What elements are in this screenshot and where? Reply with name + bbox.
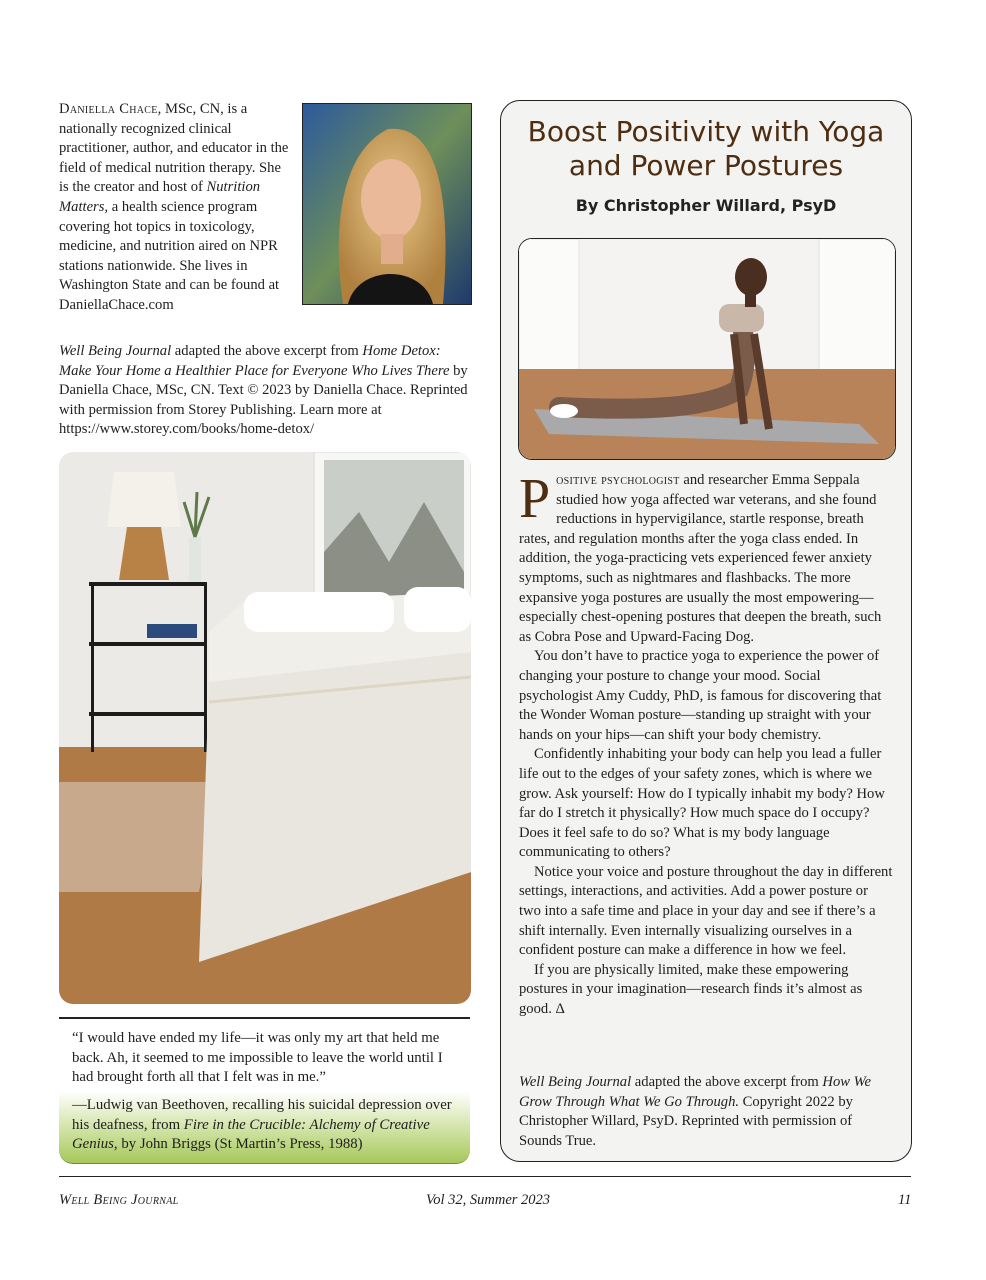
article-title: Boost Positivity with Yoga and Power Postures bbox=[527, 115, 885, 182]
quote-text: “I would have ended my life—it was only my art that held me back. Ah, it seemed to me impossible to leave the world until I had brought forth all that I felt was in me.” bbox=[72, 1030, 443, 1085]
journal-name: Well Being Journal bbox=[519, 1074, 632, 1090]
author-name: Daniella Chace bbox=[59, 101, 158, 117]
quote-attribution bbox=[72, 1096, 464, 1155]
show-title: Nutrition Matters, bbox=[59, 179, 261, 215]
attribution-text: , by John Briggs (St Martin’s Press, 1988) bbox=[113, 1136, 363, 1152]
footer-issue: Vol 32, Summer 2023 bbox=[426, 1192, 551, 1208]
article-paragraph: If you are physically limited, make these empowering postures in your imagination—research finds it’s almost as good. Δ bbox=[519, 961, 863, 1018]
credit-text: Copyright 2022 by Christopher Willard, PsyD. Reprinted with permission of Sounds True. bbox=[519, 1093, 853, 1149]
journal-name: Well Being Journal bbox=[59, 343, 172, 359]
author-bio bbox=[59, 100, 291, 316]
article-body bbox=[519, 468, 893, 1020]
drop-cap: P bbox=[519, 468, 551, 530]
yoga-cobra-pose-photo bbox=[518, 238, 896, 460]
page-number: 11 bbox=[898, 1192, 912, 1208]
article-paragraph: Confidently inhabiting your body can help you lead a fuller life out to the edges of your safety zones, which is where we grow. Ask yourself: How do I typically inhabit my body? How far do I stretch it physically? How much space do I occupy? Does it feel safe to do so? What is my body language communicating to others? bbox=[519, 746, 885, 861]
footer-divider bbox=[59, 1176, 911, 1177]
bedroom-photo bbox=[59, 452, 471, 1004]
attribution-text: —Ludwig van Beethoven, recalling his suicidal depression over his deafness, from bbox=[72, 1097, 452, 1133]
credit-text: by Daniella Chace, MSc, CN. Text © 2023 by Daniella Chace. Reprinted with permission from Storey Publishing. Learn more at https://www.storey.com/books/home-detox/ bbox=[59, 362, 468, 438]
article-byline: By Christopher Willard, PsyD bbox=[575, 196, 837, 215]
lead-in: ositive psychologist bbox=[556, 472, 680, 488]
article-paragraph: You don’t have to practice yoga to experience the power of changing your posture to change your mood. Social psychologist Amy Cuddy, PhD, is famous for discovering that the Wonder Woman posture—standing up straight with your hands on your hips—can shift your body chemistry. bbox=[519, 648, 882, 743]
paragraph-text: and researcher Emma Seppala studied how yoga affected war veterans, and she found reductions in hypervigilance, startle response, breath rates, and regulation months after the yoga class ended. In addition, the yoga-practicing vets experienced fewer anxiety symptoms, such as nightmares and flashbacks. The more expansive yoga postures are usually the most empowering—especially chest-opening postures that deepen the breath, such as Cobra Pose and Upward-Facing Dog. bbox=[519, 472, 882, 645]
credit-text: adapted the above excerpt from bbox=[631, 1074, 823, 1090]
excerpt-credit bbox=[59, 342, 471, 440]
author-portrait-photo bbox=[302, 103, 472, 305]
quote-book-title: Fire in the Crucible: Alchemy of Creative Genius bbox=[72, 1116, 430, 1152]
article-paragraph: Notice your voice and posture throughout the day in different settings, interactions, and activities. Add a power posture or two into a safe time and place in your day and see if there’s a shift internally. Even internally visualizing ourselves in a confident posture can make a difference in how we feel. bbox=[519, 863, 893, 959]
bio-text-1: , MSc, CN, is a nationally recognized clinical practitioner, author, and educator in the field of medical nutrition therapy. She is the creator and host of bbox=[59, 101, 289, 196]
book-title: Home Detox: Make Your Home a Healthier Place for Everyone Who Lives There bbox=[59, 343, 450, 379]
article-paragraph bbox=[519, 468, 893, 647]
bio-text-2: a health science program covering hot topics in toxicology, medicine, and nutrition aired on NPR stations nationwide. She lives in Washington State and can be found at DaniellaChace.com bbox=[59, 198, 280, 313]
article-credit bbox=[519, 1073, 893, 1151]
footer-journal-name: Well Being Journal bbox=[59, 1192, 179, 1208]
credit-text: adapted the above excerpt from bbox=[171, 343, 363, 359]
book-title: How We Grow Through What We Go Through. bbox=[519, 1074, 871, 1110]
